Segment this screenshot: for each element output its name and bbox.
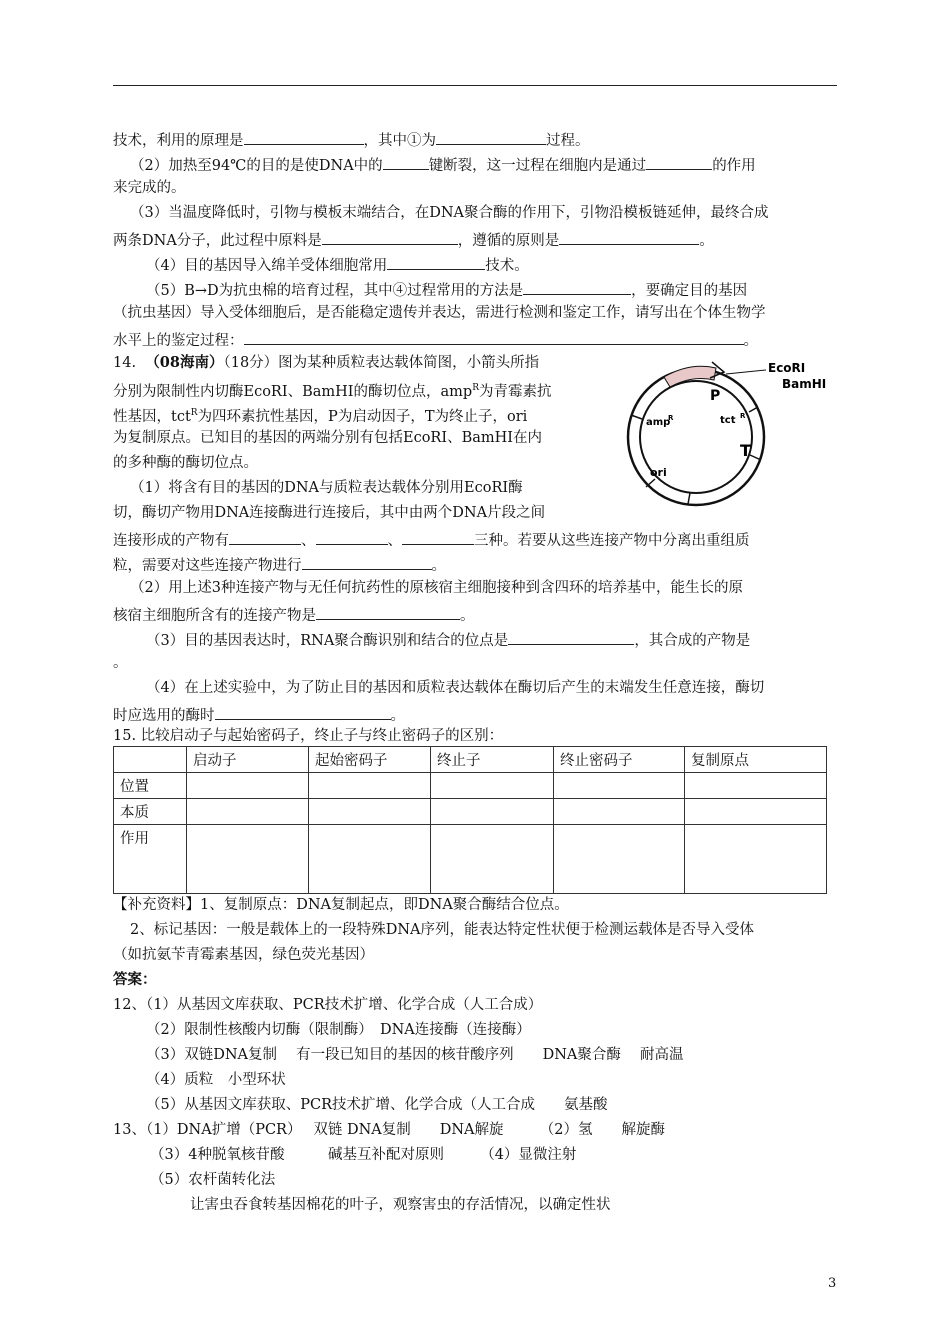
segment-divider <box>631 415 642 419</box>
header-cell: 终止子 <box>431 747 554 773</box>
row-label: 作用 <box>114 825 187 894</box>
answer-line: （4）质粒 小型环状 <box>146 1072 286 1088</box>
answer-blank[interactable] <box>436 128 546 145</box>
ecori-pointer <box>726 370 766 374</box>
answer-line: （3）4种脱氧核苷酸 碱基互补配对原则 （4）显微注射 <box>150 1147 577 1163</box>
answer-blank[interactable] <box>322 228 458 245</box>
answers-title: 答案： <box>113 971 157 988</box>
answer-cell[interactable] <box>685 773 827 799</box>
q14-line-2 <box>113 378 551 402</box>
q14-line-5: 的多种酶的酶切位点。 <box>113 455 258 471</box>
supplement-line-2: 2、标记基因：一般是载体上的一段特殊DNA序列，能表达特定性状便于检测运载体是否导入受体 <box>130 922 755 938</box>
text: ，遵循的原则是 <box>457 233 560 249</box>
answer-blank[interactable] <box>387 253 485 270</box>
text: （5）B→D为抗虫棉的培育过程，其中④过程常用的方法是 <box>146 283 524 299</box>
tct-superscript: R <box>740 412 746 420</box>
supplement-line-3: （如抗氨苄青霉素基因，绿色荧光基因） <box>113 947 374 963</box>
q14-line-3 <box>113 403 527 427</box>
row-label: 位置 <box>114 773 187 799</box>
amp-superscript: R <box>668 414 674 422</box>
q2-line <box>130 153 756 176</box>
ori-label: ori <box>650 466 667 479</box>
header-cell: 复制原点 <box>685 747 827 773</box>
text: 键断裂，这一过程在细胞内是通过 <box>428 158 647 174</box>
segment-divider <box>749 407 758 412</box>
answer-line: 13、（1）DNA扩增（PCR） 双链 DNA复制 DNA解旋 （2）氢 解旋酶 <box>113 1122 665 1138</box>
answer-cell[interactable] <box>554 799 685 825</box>
answer-cell[interactable] <box>554 773 685 799</box>
text: （3）目的基因表达时，RNA聚合酶识别和结合的位点是 <box>146 633 509 649</box>
tct-label: tct <box>720 415 736 426</box>
segment-divider <box>688 493 690 504</box>
text: （2）加热至94℃的目的是使DNA中的 <box>130 158 383 174</box>
table-row <box>114 799 827 825</box>
plasmid-diagram <box>606 352 838 512</box>
answer-cell[interactable] <box>685 825 827 894</box>
answer-cell[interactable] <box>685 799 827 825</box>
answer-line: （5）农杆菌转化法 <box>150 1172 276 1188</box>
text: 水平上的鉴定过程： <box>113 333 244 349</box>
header-cell: 起始密码子 <box>309 747 431 773</box>
superscript: R <box>190 408 198 418</box>
answer-blank[interactable] <box>244 128 364 145</box>
q14-s2-line-1: （2）用上述3种连接产物与无任何抗药性的原核宿主细胞接种到含四环的培养基中，能生长的原 <box>130 580 743 596</box>
text: 性基因，tct <box>113 408 191 425</box>
superscript: R <box>472 383 479 393</box>
answer-blank[interactable] <box>229 528 301 545</box>
text: 技术，利用的原理是 <box>113 133 244 149</box>
q5-line-2: （抗虫基因）导入受体细胞后，是否能稳定遗传并表达，需进行检测和鉴定工作，请写出在个体生物学 <box>113 305 766 321</box>
text: 核宿主细胞所含有的连接产物是 <box>113 608 316 624</box>
answer-blank[interactable] <box>316 528 388 545</box>
q14-s1-line-1: （1）将含有目的基因的DNA与质粒表达载体分别用EcoRI酶 <box>130 480 523 496</box>
text: 过程。 <box>546 133 590 149</box>
q14-s1-line-2: 切，酶切产物用DNA连接酶进行连接后，其中由两个DNA片段之间 <box>113 505 546 521</box>
answer-line: （5）从基因文库获取、PCR技术扩增、化学合成（人工合成 氨基酸 <box>146 1097 608 1113</box>
q5-line <box>146 278 747 301</box>
table-header-row <box>114 747 827 773</box>
text: 。 <box>460 608 475 624</box>
ecori-label: EcoRI <box>768 361 806 375</box>
answer-blank[interactable] <box>383 153 429 170</box>
answer-cell[interactable] <box>431 799 554 825</box>
q3-line: （3）当温度降低时，引物与模板末端结合，在DNA聚合酶的作用下，引物沿模板链延伸，最终合成 <box>130 205 769 221</box>
text: 为四环素抗性基因，P为启动因子，T为终止子，ori <box>197 408 528 425</box>
text: 。 <box>390 708 405 724</box>
q14-line-1 <box>113 353 539 373</box>
answer-cell[interactable] <box>309 825 431 894</box>
text: ，其中①为 <box>363 133 436 149</box>
q14-line-4: 为复制原点。已知目的基因的两端分别有包括EcoRI、BamHI在内 <box>113 430 543 446</box>
text: 。 <box>743 333 758 349</box>
promoter-region <box>664 366 716 387</box>
answer-line: 让害虫吞食转基因棉花的叶子，观察害虫的存活情况，以确定性状 <box>190 1197 611 1213</box>
bamhi-label: BamHI <box>782 377 827 391</box>
question-number: 14. <box>113 355 137 371</box>
header-rule <box>113 85 837 86</box>
answer-blank[interactable] <box>402 528 474 545</box>
answer-cell[interactable] <box>554 825 685 894</box>
q14-s4-line-2 <box>113 703 405 726</box>
text: 连接形成的产物有 <box>113 533 229 549</box>
answer-cell[interactable] <box>187 799 309 825</box>
text: ，其合成的产物是 <box>634 633 751 649</box>
answer-cell[interactable] <box>309 799 431 825</box>
answer-cell[interactable] <box>187 825 309 894</box>
q14-s3-line-1 <box>146 628 750 651</box>
answer-blank[interactable] <box>244 328 744 345</box>
text: （4）目的基因导入绵羊受体细胞常用 <box>146 258 388 274</box>
answer-blank[interactable] <box>508 628 634 645</box>
q2-line-2: 来完成的。 <box>113 180 186 196</box>
q3-line-2 <box>113 228 714 251</box>
answer-blank[interactable] <box>302 553 432 570</box>
table-row <box>114 773 827 799</box>
q14-s1-line-3 <box>113 528 750 551</box>
answer-cell[interactable] <box>431 825 554 894</box>
text: 两条DNA分子，此过程中原料是 <box>113 233 322 249</box>
answer-cell[interactable] <box>431 773 554 799</box>
text: 技术。 <box>485 258 529 274</box>
answer-blank[interactable] <box>646 153 712 170</box>
answer-line: （3）双链DNA复制 有一段已知目的基因的核苷酸序列 DNA聚合酶 耐高温 <box>146 1047 684 1063</box>
header-cell <box>114 747 187 773</box>
supplement-line-1: 【补充资料】1、复制原点：DNA复制起点，即DNA聚合酶结合位点。 <box>113 897 569 913</box>
text: 。 <box>699 233 714 249</box>
q12-tail-line <box>113 128 590 151</box>
table-row <box>114 825 827 894</box>
q14-s4-line-1: （4）在上述实验中，为了防止目的基因和质粒表达载体在酶切后产生的末端发生任意连接，酶切 <box>146 680 765 696</box>
text: 。 <box>431 558 446 574</box>
text: 、 <box>301 533 316 549</box>
text: （18分）图为某种质粒表达载体简图，小箭头所指 <box>223 355 540 371</box>
comparison-table <box>113 746 827 894</box>
q15-title: 15. 比较启动子与起始密码子，终止子与终止密码子的区别： <box>113 728 504 744</box>
answer-cell[interactable] <box>309 773 431 799</box>
p-label: P <box>710 388 721 404</box>
answer-blank[interactable] <box>559 228 699 245</box>
q5-line-3 <box>113 328 758 351</box>
text: ，要确定目的基因 <box>631 283 748 299</box>
text: 为青霉素抗 <box>478 383 552 400</box>
answer-line: （2）限制性核酸内切酶（限制酶） DNA连接酶（连接酶） <box>146 1022 531 1038</box>
answer-cell[interactable] <box>187 773 309 799</box>
amp-label: amp <box>646 417 671 428</box>
q14-s1-line-4 <box>113 553 446 576</box>
text: 、 <box>387 533 402 549</box>
segment-divider <box>750 455 761 460</box>
q14-s2-line-2 <box>113 603 475 626</box>
text: 三种。若要从这些连接产物中分离出重组质 <box>474 533 750 549</box>
q4-line <box>146 253 529 276</box>
header-cell: 启动子 <box>187 747 309 773</box>
row-label: 本质 <box>114 799 187 825</box>
text: 分别为限制性内切酶EcoRI、BamHI的酶切位点，amp <box>113 383 473 400</box>
question-source: （08海南） <box>145 354 224 371</box>
page-number: 3 <box>828 1276 837 1291</box>
text: 时应选用的酶时 <box>113 708 215 724</box>
answer-blank[interactable] <box>316 603 460 620</box>
answer-line: 12、（1）从基因文库获取、PCR技术扩增、化学合成（人工合成） <box>113 997 543 1013</box>
t-label: T <box>740 441 751 460</box>
text: 的作用 <box>712 158 756 174</box>
q14-s3-line-2: 。 <box>113 655 128 671</box>
answer-blank[interactable] <box>215 703 391 720</box>
answer-blank[interactable] <box>523 278 631 295</box>
text: 粒，需要对这些连接产物进行 <box>113 558 302 574</box>
header-cell: 终止密码子 <box>554 747 685 773</box>
